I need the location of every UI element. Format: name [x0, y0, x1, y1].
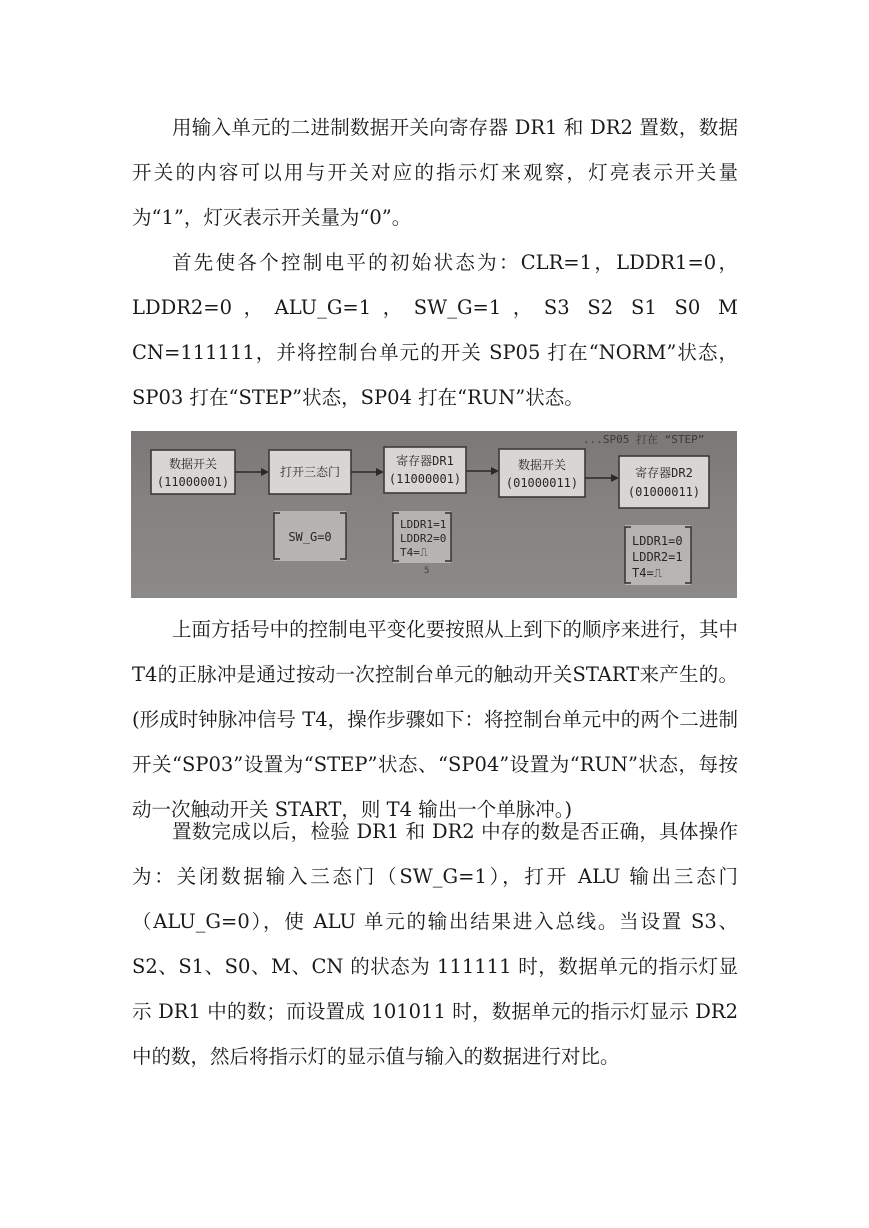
photo-page-mark: 5	[424, 566, 430, 576]
node-register-dr2	[619, 456, 709, 508]
node-4-line2: (01000011)	[505, 476, 579, 490]
node-3-line1: 寄存器DR1	[396, 454, 454, 468]
bracket-2-line2: LDDR2=0	[400, 532, 447, 545]
node-4-line1: 数据开关	[517, 458, 567, 472]
node-2-line1: 打开三态门	[279, 465, 341, 479]
node-1-line1: 数据开关	[168, 457, 218, 471]
node-5-line2: (01000011)	[627, 485, 701, 499]
arrow-3-head	[491, 467, 499, 475]
node-register-dr1	[384, 447, 466, 493]
control-bracket-1	[274, 511, 346, 561]
bracket-2-line1: LDDR1=1	[400, 518, 447, 531]
bracket-3-line3: T4=⎍	[632, 566, 663, 580]
photo-top-fragment: ...SP05 打在 “STEP”	[583, 433, 705, 446]
node-3-line2: (11000001)	[388, 472, 462, 486]
node-1-line2: (11000001)	[156, 475, 230, 489]
node-data-switch-2	[499, 449, 585, 497]
node-data-switch-1	[151, 450, 235, 494]
paragraph-initial-state: 首先使各个控制电平的初始状态为：CLR=1，LDDR1=0，LDDR2=0，ALU_G=1，SW_G=1，S3 S2 S1 S0 M CN=111111，并将控制台单元的开关 SP05 打在“NORM”状态，SP03 打在“STEP”状态，SP04 打在“RUN”状态。	[132, 251, 738, 409]
control-bracket-2	[393, 511, 451, 563]
paragraph-verification: 置数完成以后，检验 DR1 和 DR2 中存的数是否正确，具体操作为：关闭数据输入三态门（SW_G=1），打开 ALU 输出三态门（ALU_G=0），使 ALU 单元的输出结果进入总线。当设置 S3、S2、S1、S0、M、CN 的状态为 111111 时，数据单元的指示灯显示 DR1 中的数；而设置成 101011 时，数据单元的指示灯显示 DR2 中的数，然后将指示灯的显示值与输入的数据进行对比。	[132, 820, 738, 1068]
bracket-1-line1: SW_G=0	[288, 530, 332, 544]
paragraph-pulse-explanation: 上面方括号中的控制电平变化要按照从上到下的顺序来进行，其中T4的正脉冲是通过按动一次控制台单元的触动开关START来产生的。(形成时钟脉冲信号 T4，操作步骤如下：将控制台单元中的两个二进制开关“SP03”设置为“STEP”状态、“SP04”设置为“RUN”状态，每按动一次触动开关 START，则 T4 输出一个单脉冲。)	[132, 618, 738, 821]
arrow-2-head	[376, 468, 384, 476]
flow-diagram-photo	[131, 431, 737, 598]
control-bracket-3	[625, 525, 691, 585]
node-open-tristate-gate	[269, 450, 351, 494]
arrow-4-head	[611, 474, 619, 482]
bracket-3-line1: LDDR1=0	[632, 534, 683, 548]
bracket-2-line3: T4=⎍	[400, 546, 428, 559]
bracket-3-line2: LDDR2=1	[632, 550, 683, 564]
node-5-line1: 寄存器DR2	[635, 466, 693, 480]
arrow-1-head	[261, 468, 269, 476]
paragraph-intro: 用输入单元的二进制数据开关向寄存器 DR1 和 DR2 置数，数据开关的内容可以用与开关对应的指示灯来观察，灯亮表示开关量为“1”，灯灭表示开关量为“0”。	[132, 116, 738, 229]
